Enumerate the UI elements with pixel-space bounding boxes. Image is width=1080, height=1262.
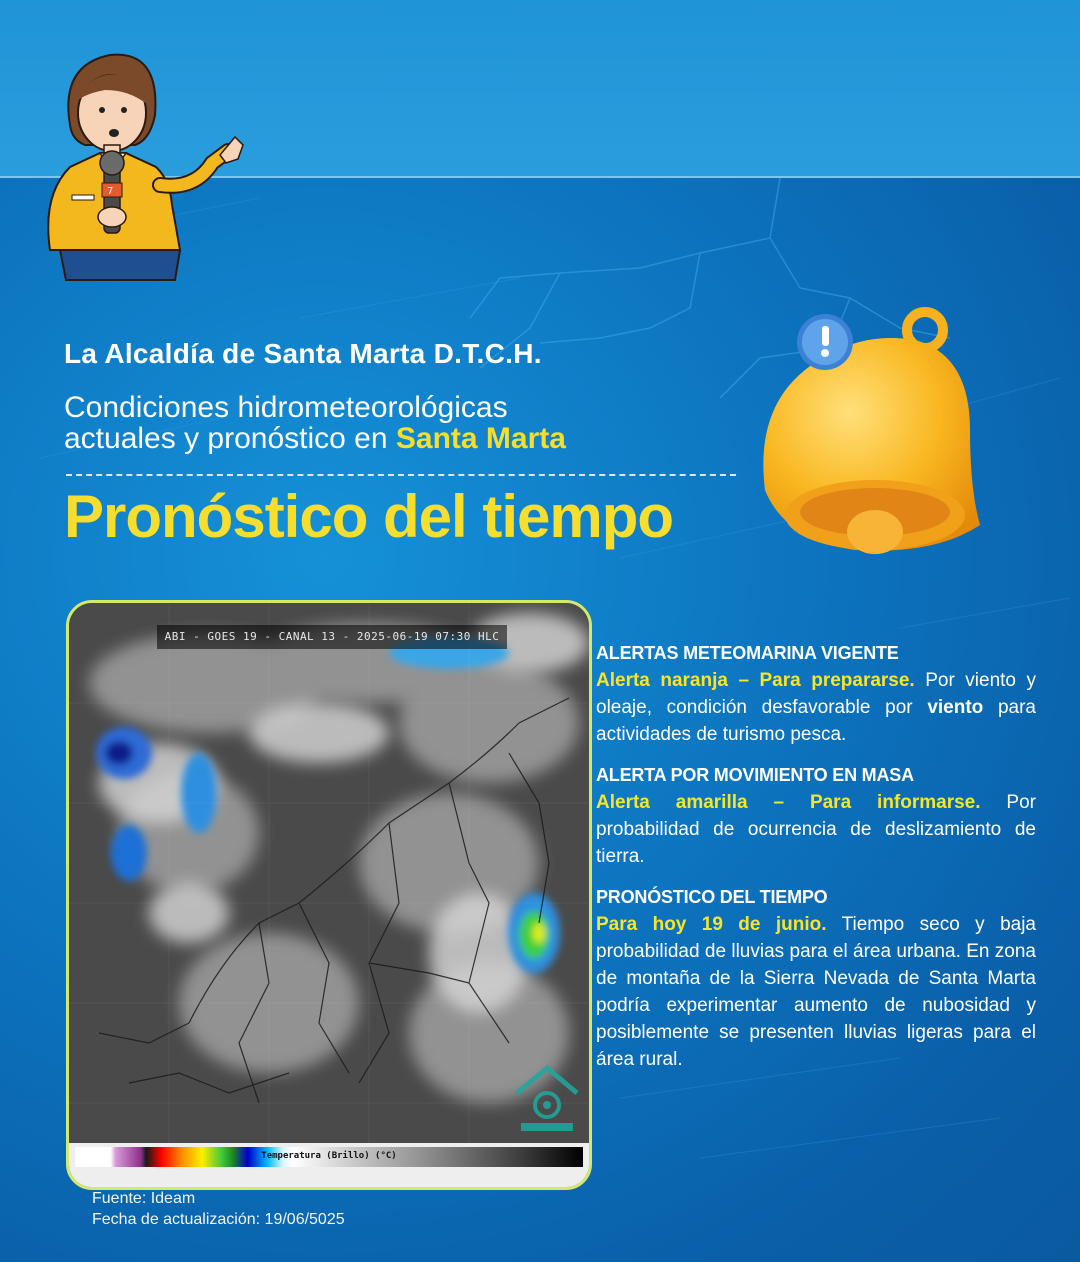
alert-heading: ALERTAS METEOMARINA VIGENTE xyxy=(596,643,899,663)
satellite-header: ABI - GOES 19 - CANAL 13 - 2025-06-19 07:30 HLC xyxy=(157,625,507,649)
footer xyxy=(92,1188,345,1230)
alert-text-end: para actividades de turismo pesca. xyxy=(596,697,1036,745)
divider xyxy=(66,474,736,476)
alert-heading: ALERTA POR MOVIMIENTO EN MASA xyxy=(596,765,914,785)
alert-pronostico xyxy=(596,884,1036,1073)
updated-date: Fecha de actualización: 19/06/5025 xyxy=(92,1211,345,1228)
alert-highlight: Alerta amarilla – Para informarse. xyxy=(596,792,981,813)
subtitle-highlight: Santa Marta xyxy=(395,422,566,455)
alert-bold-word: viento xyxy=(927,697,984,718)
reporter-illustration xyxy=(30,45,250,285)
satellite-image xyxy=(66,600,592,1190)
colorbar xyxy=(69,1143,589,1187)
page-title: Pronóstico del tiempo xyxy=(64,483,674,550)
alert-text: Por viento y oleaje, condición desfavorable por xyxy=(596,670,1036,718)
colorbar-label: Temperatura (Brillo) (°C) xyxy=(261,1151,397,1161)
alert-body xyxy=(596,789,1036,870)
alert-body xyxy=(596,667,1036,748)
alert-highlight: Alerta naranja – Para prepararse. xyxy=(596,670,915,691)
alert-text: Tiempo seco y baja probabilidad de lluvias para el área urbana. En zona de montaña de la Sierra Nevada de Santa Marta podría experimentar aumento de nubosidad y posiblemente se presenten lluvias ligeras para el área rural. xyxy=(596,914,1037,1070)
subtitle-line-2 xyxy=(64,423,764,454)
alert-heading: PRONÓSTICO DEL TIEMPO xyxy=(596,887,828,907)
alert-body xyxy=(596,911,1036,1073)
alert-bell-icon xyxy=(735,300,995,570)
organization-title: La Alcaldía de Santa Marta D.T.C.H. xyxy=(64,338,542,369)
alert-movimiento-masa xyxy=(596,762,1036,870)
subtitle-prefix: actuales y pronóstico en xyxy=(64,422,396,455)
alerts-section xyxy=(596,640,1036,1087)
subtitle xyxy=(64,392,764,454)
source-text: Fuente: Ideam xyxy=(92,1190,196,1207)
alert-highlight: Para hoy 19 de junio. xyxy=(596,914,827,935)
svg-text:7: 7 xyxy=(107,186,114,197)
satellite-map xyxy=(69,603,589,1143)
subtitle-line-1: Condiciones hidrometeorológicas xyxy=(64,391,508,424)
alert-text: Por probabilidad de ocurrencia de deslizamiento de tierra. xyxy=(596,792,1036,867)
alert-meteomarina xyxy=(596,640,1036,748)
